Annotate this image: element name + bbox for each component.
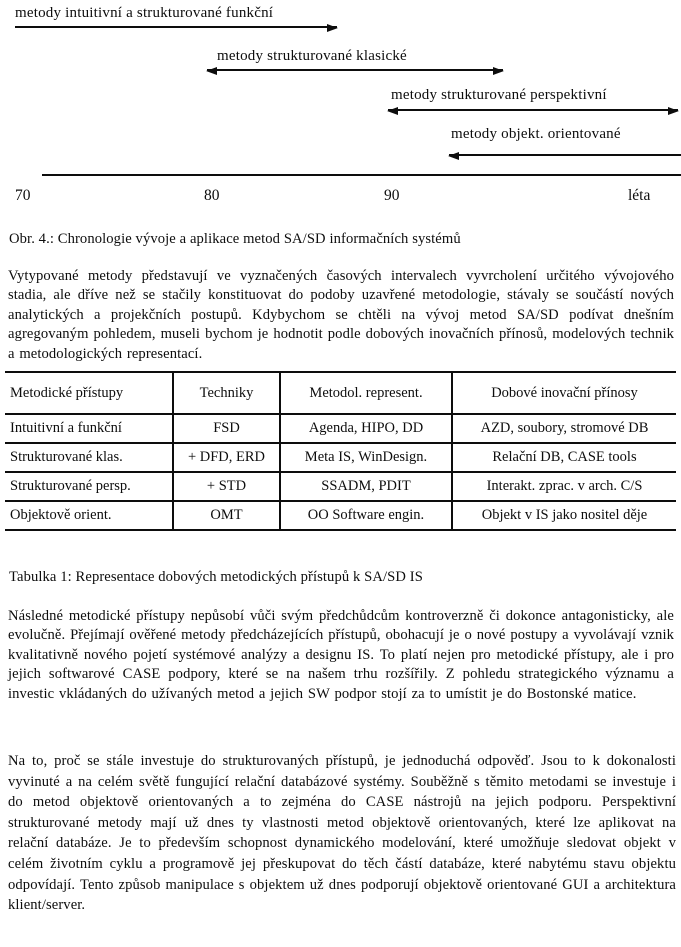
paragraph-1: Vytypované metody představují ve vyznačených časových intervalech vyvrcholení určitého vývojového stadia, ale dříve než se stačily konstituovat do podoby uzavřené metodologie, stávaly se součástí nových analytických a projekčních postupů. Kdybychom se chtěli na vývoj metod SA/SD podívat dnešním agregovaným pohledem, museli bychom je hodnotit podle dobových inovačních přínosů, modelových technik a metodologických representací. (8, 268, 674, 362)
paragraph-2: Následné metodické přístupy nepůsobí vůči svým předchůdcům kontroverzně či dokonce antagonisticky, ale evolučně. Přejímají ověřené metody předcházejících přístupů, obohacují je o nové postupy a vyvolávají vznik kvalitativně nového pojetí systémové analýzy a designu IS. To platí nejen pro metodické přístupy, ale i pro jejich softwarové CASE podpory, které se na našem trhu rozšířily. Z pohledu strategického významu a investic vkládaných do užívaných metod a jejich SW podpor stojí za to umístit je do Bostonské matice. (8, 608, 674, 702)
timeline-arrow-intuitivni-funkcni (15, 26, 337, 28)
axis-label-90: 90 (384, 187, 400, 204)
methods-table-wrap (5, 371, 676, 531)
table-cell: Strukturované klas. (5, 443, 173, 472)
methods-table (5, 371, 676, 531)
table-row (5, 501, 676, 530)
table-row (5, 414, 676, 443)
table-cell: Meta IS, WinDesign. (280, 443, 452, 472)
axis-label-leta: léta (628, 187, 651, 204)
right-arrowhead-icon (668, 107, 679, 115)
axis-label-80: 80 (204, 187, 220, 204)
table-cell: OO Software engin. (280, 501, 452, 530)
table-row (5, 443, 676, 472)
table-cell: FSD (173, 414, 280, 443)
table-cell: Intuitivní a funkční (5, 414, 173, 443)
table-cell: Relační DB, CASE tools (452, 443, 676, 472)
table-cell: Agenda, HIPO, DD (280, 414, 452, 443)
table-cell: SSADM, PDIT (280, 472, 452, 501)
left-arrowhead-icon (206, 67, 217, 75)
timeline-label-strukturovane-klasicke: metody strukturované klasické (217, 48, 407, 64)
table-header-cell: Techniky (173, 372, 280, 414)
left-arrowhead-icon (448, 152, 459, 160)
table-cell: OMT (173, 501, 280, 530)
table-row (5, 472, 676, 501)
timeline-label-objekt-orientovane: metody objekt. orientované (451, 126, 621, 142)
left-arrowhead-icon (387, 107, 398, 115)
table-caption: Tabulka 1: Representace dobových metodických přístupů k SA/SD IS (9, 569, 423, 585)
table-header-row (5, 372, 676, 414)
table-cell: Interakt. zprac. v arch. C/S (452, 472, 676, 501)
table-cell: Strukturované persp. (5, 472, 173, 501)
table-header-cell: Metodol. represent. (280, 372, 452, 414)
timeline-arrow-strukturovane-klasicke (207, 69, 503, 71)
timeline-arrow-strukturovane-perspektivni (388, 109, 678, 111)
table-cell: Objekt v IS jako nositel děje (452, 501, 676, 530)
timeline-label-strukturovane-perspektivni: metody strukturované perspektivní (391, 87, 607, 103)
table-header-cell: Metodické přístupy (5, 372, 173, 414)
table-cell: + STD (173, 472, 280, 501)
table-cell: Objektově orient. (5, 501, 173, 530)
right-arrowhead-icon (493, 67, 504, 75)
table-cell: AZD, soubory, stromové DB (452, 414, 676, 443)
table-header-cell: Dobové inovační přínosy (452, 372, 676, 414)
timeline-diagram (0, 0, 681, 228)
right-arrowhead-icon (327, 24, 338, 32)
timeline-label-intuitivni-funkcni: metody intuitivní a strukturované funkční (15, 5, 274, 21)
timeline-arrow-objekt-orientovane (449, 154, 681, 156)
table-cell: + DFD, ERD (173, 443, 280, 472)
time-axis-line (42, 174, 681, 176)
axis-label-70: 70 (15, 187, 31, 204)
paragraph-3: Na to, proč se stále investuje do strukturovaných přístupů, je jednoduchá odpověď. Jsou to k dokonalosti vyvinuté a na celém světě fungující relační databázové systémy. Souběžně s těmito metodami se investuje i do metod objektově orientovaných a to zejména do CASE nástrojů na jejich podporu. Perspektivní strukturované metody mají už dnes ty vlastnosti metod objektově orientovaných, které lze aplikovat na relační databáze. Je to především schopnost dynamického modelování, které umožňuje sledovat objekt v celém životním cyklu a programově jej přeskupovat do těch částí databáze, které nabytému stavu objektu odpovídají. Tento způsob manipulace s objektem už dnes podporují objektově orientované GUI a architektura klient/server. (8, 753, 676, 914)
figure-caption: Obr. 4.: Chronologie vývoje a aplikace metod SA/SD informačních systémů (9, 231, 461, 247)
